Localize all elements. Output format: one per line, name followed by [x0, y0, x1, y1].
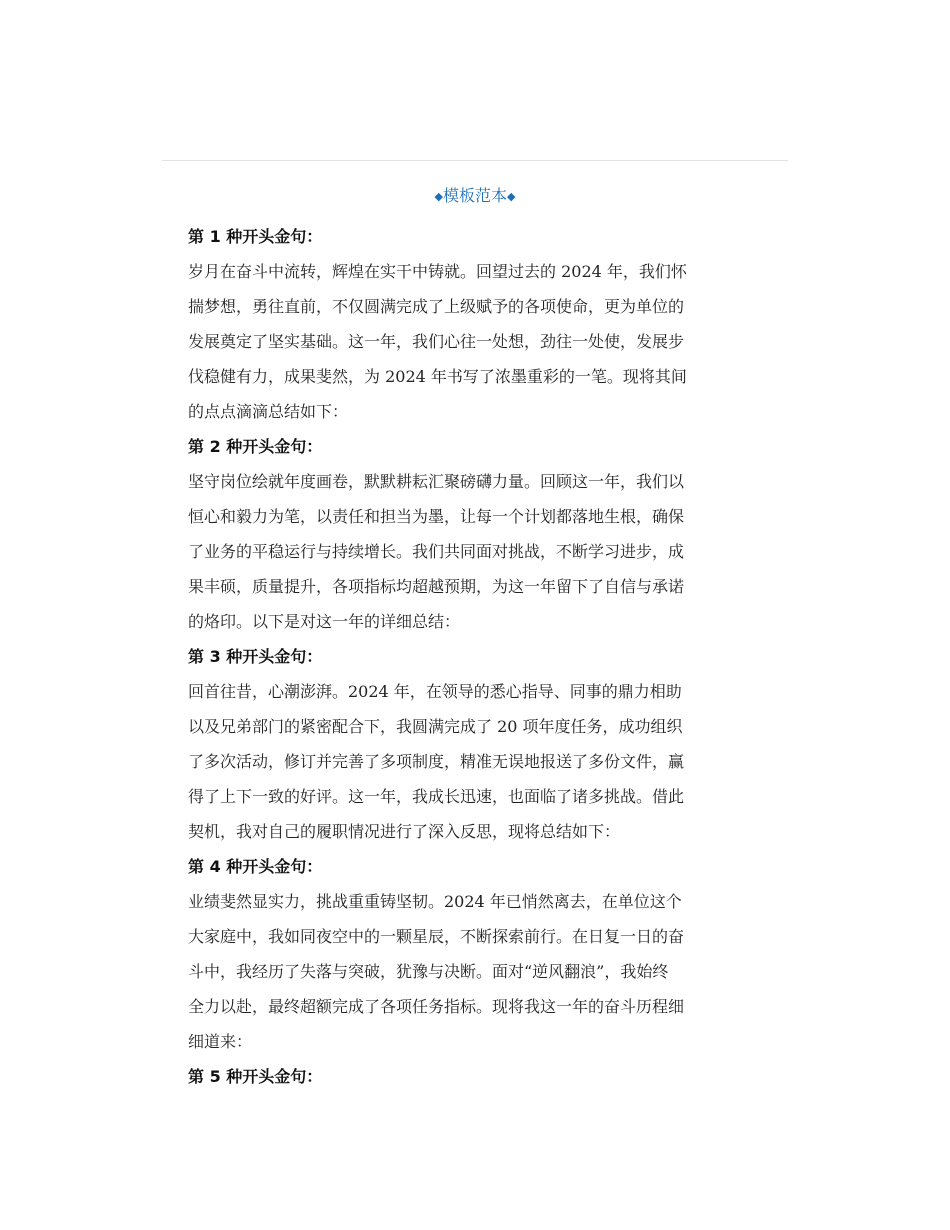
paragraph-line: 得了上下一致的好评。这一年，我成长迅速，也面临了诸多挑战。借此 — [188, 787, 685, 806]
paragraph-line: 了业务的平稳运行与持续增长。我们共同面对挑战，不断学习进步，成 — [188, 542, 685, 561]
section-paragraph — [188, 674, 762, 849]
paragraph-line: 大家庭中，我如同夜空中的一颗星辰，不断探索前行。在日复一日的奋 — [188, 927, 685, 946]
paragraph-line: 回首往昔，心潮澎湃。2024 年，在领导的悉心指导、同事的鼎力相助 — [188, 682, 682, 701]
paragraph-line: 揣梦想，勇往直前，不仅圆满完成了上级赋予的各项使命，更为单位的 — [188, 297, 685, 316]
document-title — [162, 184, 788, 209]
paragraph-line: 以及兄弟部门的紧密配合下，我圆满完成了 20 项年度任务，成功组织 — [188, 717, 683, 736]
section-heading: 第 3 种开头金句： — [188, 647, 323, 666]
document-body — [188, 219, 762, 1094]
section-heading: 第 5 种开头金句： — [188, 1067, 323, 1086]
paragraph-line: 岁月在奋斗中流转，辉煌在实干中铸就。回望过去的 2024 年，我们怀 — [188, 262, 687, 281]
section-paragraph — [188, 254, 762, 429]
paragraph-line: 发展奠定了坚实基础。这一年，我们心往一处想，劲往一处使，发展步 — [188, 332, 685, 351]
paragraph-line: 斗中，我经历了失落与突破，犹豫与决断。面对“逆风翻浪”，我始终 — [188, 962, 669, 981]
section-paragraph — [188, 464, 762, 639]
section-heading: 第 4 种开头金句： — [188, 857, 323, 876]
paragraph-line: 果丰硕，质量提升，各项指标均超越预期，为这一年留下了自信与承诺 — [188, 577, 685, 596]
paragraph-line: 细道来： — [188, 1032, 253, 1051]
paragraph-line: 了多次活动，修订并完善了多项制度，精准无误地报送了多份文件，赢 — [188, 752, 685, 771]
diamond-left-icon: ◆ — [434, 190, 443, 203]
paragraph-line: 全力以赴，最终超额完成了各项任务指标。现将我这一年的奋斗历程细 — [188, 997, 685, 1016]
paragraph-line: 坚守岗位绘就年度画卷，默默耕耘汇聚磅礴力量。回顾这一年，我们以 — [188, 472, 685, 491]
section-paragraph — [188, 884, 762, 1059]
section-heading: 第 2 种开头金句： — [188, 437, 323, 456]
top-divider — [162, 160, 788, 161]
paragraph-line: 的点点滴滴总结如下： — [188, 402, 349, 421]
diamond-right-icon: ◆ — [507, 190, 516, 203]
paragraph-line: 伐稳健有力，成果斐然，为 2024 年书写了浓墨重彩的一笔。现将其间 — [188, 367, 687, 386]
section-heading: 第 1 种开头金句： — [188, 227, 323, 246]
paragraph-line: 契机，我对自己的履职情况进行了深入反思，现将总结如下： — [188, 822, 621, 841]
paragraph-line: 的烙印。以下是对这一年的详细总结： — [188, 612, 461, 631]
document-title-text: 模板范本 — [442, 186, 507, 205]
paragraph-line: 业绩斐然显实力，挑战重重铸坚韧。2024 年已悄然离去，在单位这个 — [188, 892, 682, 911]
paragraph-line: 恒心和毅力为笔，以责任和担当为墨，让每一个计划都落地生根，确保 — [188, 507, 685, 526]
